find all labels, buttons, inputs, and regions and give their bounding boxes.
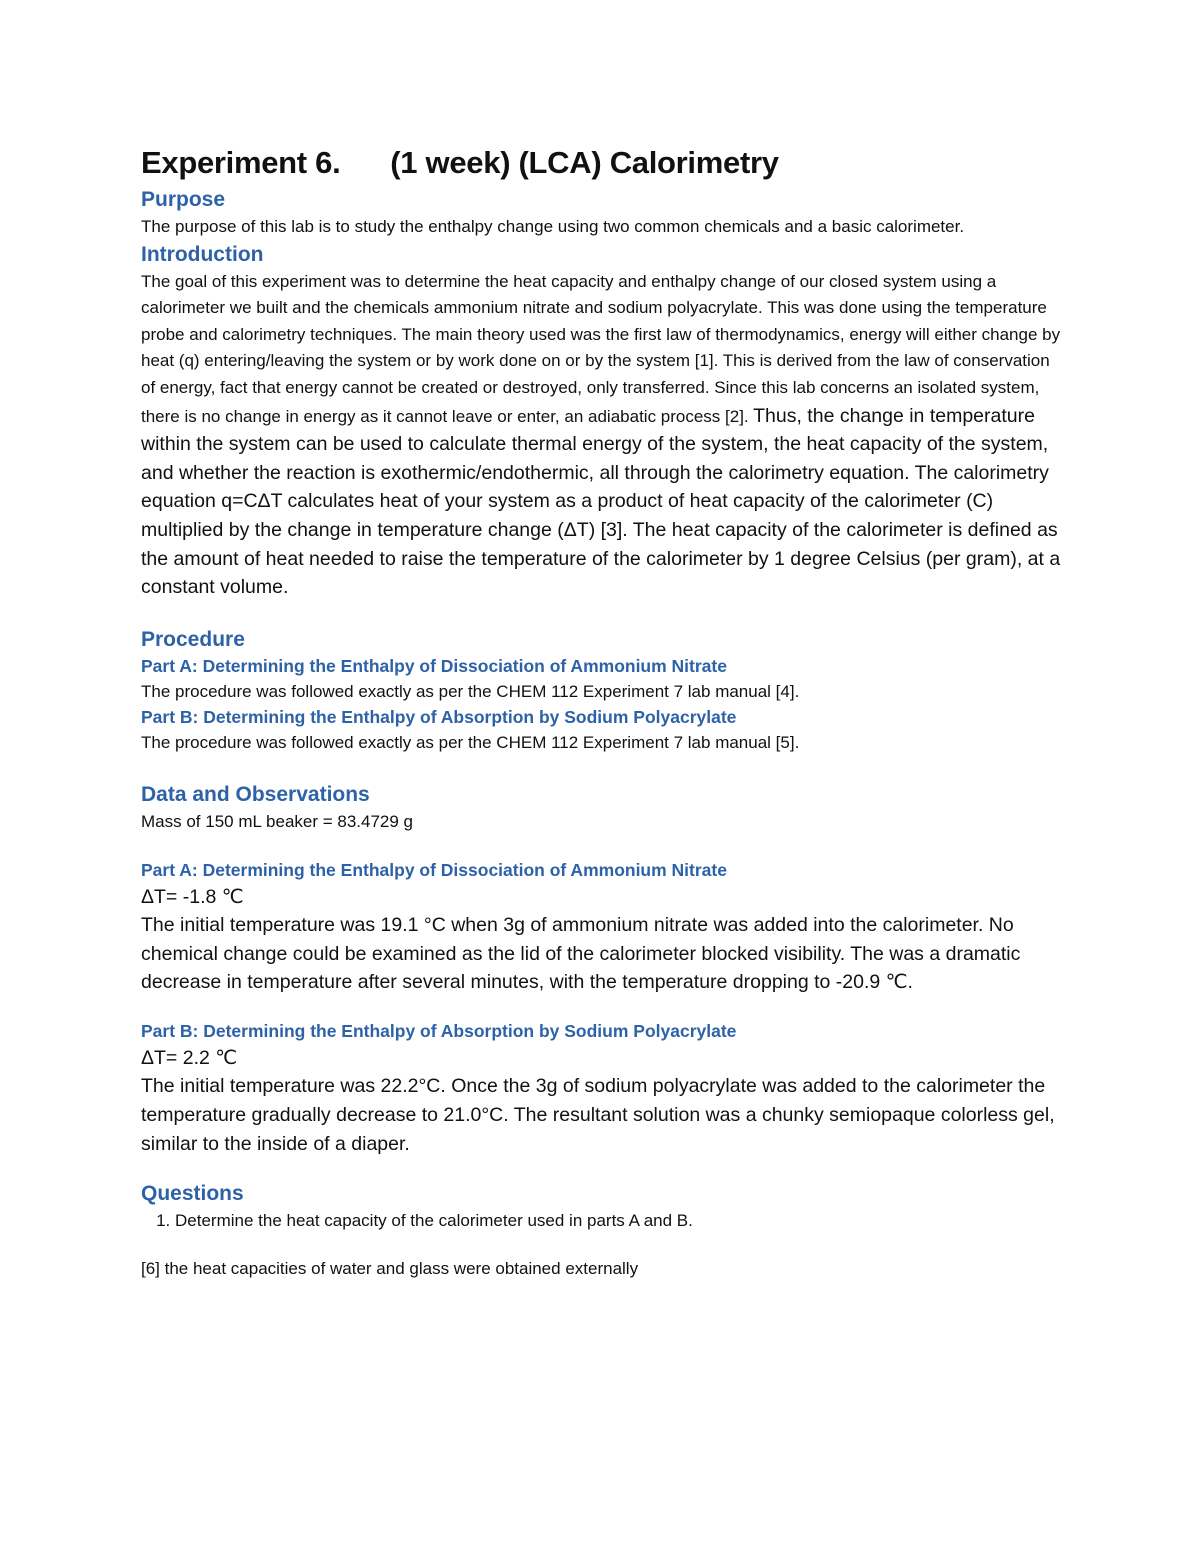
introduction-text-part1: The goal of this experiment was to determine the heat capacity and enthalpy change of our closed system using a calorimeter we built and the chemicals ammonium nitrate and sodium polyacrylate. This was done using the temperature probe and calorimetry techniques. The main theory used was the first law of thermodynamics, energy will either change by heat (q) entering/leaving the system or by work done on or by the system [1]. This is derived from the law of conservation of energy, fact that energy cannot be created or destroyed, only transferred. Since this lab concerns an isolated system, there is no change in energy as it cannot leave or enter, an adiabatic process [2]. — [141, 271, 1061, 426]
references-note: [6] the heat capacities of water and glass were obtained externally — [141, 1259, 639, 1279]
spacer — [141, 602, 1061, 626]
purpose-text: The purpose of this lab is to study the enthalpy change using two common chemicals and a basic calorimeter. — [141, 217, 965, 236]
questions-heading: Questions — [141, 1182, 244, 1206]
data-part-a-delta: ΔT= -1.8 ℃ — [141, 885, 244, 908]
spacer — [141, 1234, 1061, 1256]
spacer — [141, 836, 1061, 858]
procedure-part-a-heading: Part A: Determining the Enthalpy of Dissociation of Ammonium Nitrate — [141, 655, 727, 676]
introduction-text-part2: Thus, the change in temperature within the system can be used to calculate thermal energy of the system, the heat capacity of the system, and whether the reaction is exothermic/endothermic, all through the calorimetry equation. The calorimetry equation q=CΔT calculates heat of your system as a product of heat capacity of the calorimeter (C) multiplied by the change in temperature change (ΔT) [3]. The heat capacity of the calorimeter is defined as the amount of heat needed to raise the temperature of the calorimeter by 1 degree Celsius (per gram), at a constant volume. — [141, 404, 1061, 599]
procedure-part-b-text: The procedure was followed exactly as per the CHEM 112 Experiment 7 lab manual [5]. — [141, 733, 800, 753]
data-part-a-heading: Part A: Determining the Enthalpy of Dissociation of Ammonium Nitrate — [141, 859, 727, 880]
data-part-a-text: The initial temperature was 19.1 °C when 3g of ammonium nitrate was added into the calorimeter. No chemical change could be examined as the lid of the calorimeter blocked visibility. The was a dramatic decrease in temperature after several minutes, with the temperature dropping to -20.9 ℃. — [141, 914, 1021, 994]
beaker-mass: Mass of 150 mL beaker = 83.4729 g — [141, 811, 414, 831]
question-item: 1. Determine the heat capacity of the calorimeter used in parts A and B. — [175, 1208, 1061, 1234]
document-page — [141, 140, 1061, 1282]
procedure-part-b-heading: Part B: Determining the Enthalpy of Absorption by Sodium Polyacrylate — [141, 707, 737, 728]
purpose-heading: Purpose — [141, 188, 226, 211]
data-part-b-heading: Part B: Determining the Enthalpy of Absorption by Sodium Polyacrylate — [141, 1020, 737, 1041]
introduction-heading: Introduction — [141, 242, 264, 266]
procedure-heading: Procedure — [141, 627, 245, 651]
spacer — [141, 1158, 1061, 1180]
questions-list — [141, 1208, 1061, 1234]
spacer — [141, 757, 1061, 781]
spacer — [141, 997, 1061, 1019]
data-part-b-text: The initial temperature was 22.2°C. Once the 3g of sodium polyacrylate was added to the calorimeter the temperature gradually decrease to 21.0°C. The resultant solution was a chunky semiopaque colorless gel, similar to the inside of a diaper. — [141, 1075, 1055, 1155]
procedure-part-a-text: The procedure was followed exactly as per the CHEM 112 Experiment 7 lab manual [4]. — [141, 681, 800, 701]
document-title: Experiment 6. (1 week) (LCA) Calorimetry — [141, 145, 779, 180]
data-part-b-delta: ΔT= 2.2 ℃ — [141, 1046, 238, 1069]
data-heading: Data and Observations — [141, 782, 370, 806]
